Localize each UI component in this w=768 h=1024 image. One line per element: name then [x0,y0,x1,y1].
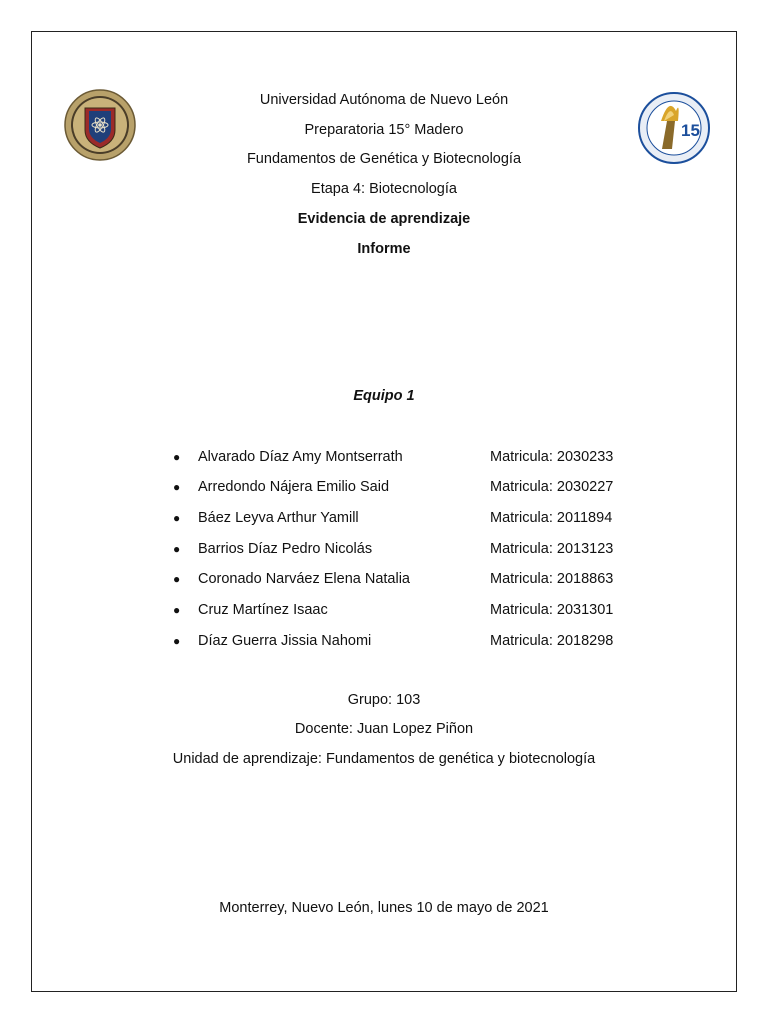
bullet-icon: ● [173,572,181,586]
member-name: Cruz Martínez Isaac [198,602,328,618]
group-label: Grupo: 103 [347,692,421,708]
prepa-number: 15 [681,121,700,140]
member-matricula: Matricula: 2030233 [490,449,614,465]
member-name: Arredondo Nájera Emilio Said [198,479,390,495]
team-title: Equipo 1 [353,388,415,404]
member-matricula: Matricula: 2013123 [490,541,614,557]
list-item [0,509,768,527]
teacher-label: Docente: Juan Lopez Piñon [294,721,474,737]
place-date: Monterrey, Nuevo León, lunes 10 de mayo de 2021 [219,900,549,916]
evidence-heading: Evidencia de aprendizaje [297,211,471,227]
bullet-icon: ● [173,480,181,494]
school-name: Preparatoria 15° Madero [304,122,464,138]
member-name: Báez Leyva Arthur Yamill [198,510,359,526]
member-matricula: Matricula: 2031301 [490,602,614,618]
member-name: Barrios Díaz Pedro Nicolás [198,541,373,557]
member-matricula: Matricula: 2030227 [490,479,614,495]
bullet-icon: ● [173,603,181,617]
list-item [0,448,768,466]
stage-label: Etapa 4: Biotecnología [311,181,457,197]
bullet-icon: ● [173,634,181,648]
list-item [0,601,768,619]
member-matricula: Matricula: 2011894 [490,510,613,526]
bullet-icon: ● [173,542,181,556]
member-name: Coronado Narváez Elena Natalia [198,571,410,587]
list-item [0,540,768,558]
member-name: Alvarado Díaz Amy Montserrath [198,449,403,465]
unit-label: Unidad de aprendizaje: Fundamentos de genética y biotecnología [172,751,596,767]
report-heading: Informe [357,241,411,257]
member-matricula: Matricula: 2018298 [490,633,614,649]
list-item [0,632,768,650]
course-name: Fundamentos de Genética y Biotecnología [246,151,522,167]
list-item [0,570,768,588]
list-item [0,478,768,496]
member-matricula: Matricula: 2018863 [490,571,614,587]
bullet-icon: ● [173,511,181,525]
bullet-icon: ● [173,450,181,464]
university-name: Universidad Autónoma de Nuevo León [259,92,509,108]
member-name: Díaz Guerra Jissia Nahomi [198,633,372,649]
